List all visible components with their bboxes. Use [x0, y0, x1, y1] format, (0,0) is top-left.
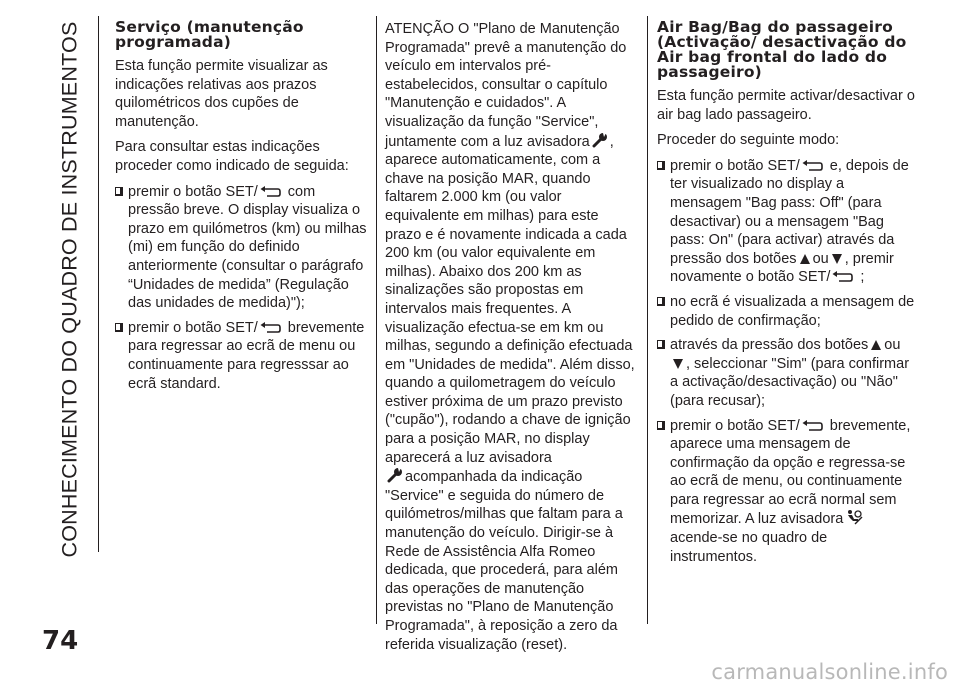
list-item: premir o botão SET/ com pressão breve. O display visualiza o prazo em quilómetros (km) ou milhas (mi) em função do definido anteriormente (consultar o parágrafo “Unidades de medida” (Regulação das unidades de medida)"); [115, 183, 367, 313]
column-airbag [657, 20, 917, 572]
up-triangle-icon [799, 253, 811, 265]
set-return-arrow-icon [260, 186, 282, 198]
checkbox-bullet-icon [657, 161, 665, 170]
page-number: 74 [42, 626, 79, 656]
set-return-arrow-icon [260, 322, 282, 334]
checkbox-bullet-icon [115, 187, 123, 196]
set-return-arrow-icon [802, 160, 824, 172]
list-item: através da pressão dos botões ou , seleccionar "Sim" (para confirmar a activação/desactivação) ou "Não" (para recusar); [657, 336, 917, 410]
attention-paragraph: ATENÇÃO O "Plano de Manutenção Programada" prevê a manutenção do veículo em intervalos pré-estabelecidos, consultar o capítulo "Manutenção e cuidados". A visualização da função "Service", juntamente com a luz avisadora , aparece automaticamente, com a chave na posição MAR, quando faltarem 2.000 km (ou valor equivalente em milhas) para este prazo e é novamente indicada a cada 200 km (ou valor equivalente em milhas). Abaixo dos 200 km as sinalizações são propostas em intervalos mais frequentes. A visualização efectua-se em km ou milhas, segundo a definição efectuada em "Unidades de medida". Além disso, quando a quilometragem do veículo estiver próxima de um prazo previsto ("cupão"), rodando a chave de ignição para a posição MAR, no display aparecerá a luz avisadora acompanhada da indicação "Service" e seguida do número de quilómetros/milhas que faltam para a manutenção do veículo. Dirigir-se à Rede de Assistência Alfa Romeo dedicada, que procederá, para além das operações de manutenção previstas no "Plano de Manutenção Programada", à reposição a zero da referida visualização (reset). [385, 21, 635, 653]
service-heading: Serviço (manutenção programada) [115, 18, 304, 51]
watermark: carmanualsonline.info [711, 660, 948, 684]
column-divider-1 [376, 16, 377, 624]
down-triangle-icon [831, 253, 843, 265]
down-triangle-icon [672, 358, 684, 370]
service-instructions-intro: Para consultar estas indicações proceder como indicado de seguida: [115, 139, 349, 174]
service-intro: Esta função permite visualizar as indicações relativas aos prazos quilométricos dos cupões de manutenção. [115, 58, 328, 130]
checkbox-bullet-icon [657, 340, 665, 349]
set-return-arrow-icon [802, 420, 824, 432]
wrench-icon [592, 132, 608, 148]
wrench-icon [387, 467, 403, 483]
column-service [115, 20, 367, 399]
side-section-title: CONHECIMENTO DO QUADRO DE INSTRUMENTOS [57, 21, 82, 557]
set-return-arrow-icon [832, 271, 854, 283]
list-item: no ecrã é visualizada a mensagem de pedido de confirmação; [657, 293, 917, 330]
checkbox-bullet-icon [657, 421, 665, 430]
list-item: premir o botão SET/ e, depois de ter visualizado no display a mensagem "Bag pass: Off" (para desactivar) ou a mensagem "Bag pass: On" (para activar) através da pressão dos botões ou , premir novamente o botão SET/ ; [657, 157, 917, 287]
list-item: premir o botão SET/ brevemente para regressar ao ecrã de menu ou continuamente para regresssar ao ecrã standard. [115, 319, 367, 393]
column-service-attention [385, 20, 638, 661]
side-rule [98, 16, 99, 552]
up-triangle-icon [870, 339, 882, 351]
list-item: premir o botão SET/ brevemente, aparece uma mensagem de confirmação da opção e regressa-se ao ecrã de menu, ou continuamente para regressar ao ecrã normal sem memorizar. A luz avisadoraacende-se no quadro de instrumentos. [657, 417, 917, 567]
airbag-instructions-intro: Proceder do seguinte modo: [657, 132, 840, 149]
checkbox-bullet-icon [657, 297, 665, 306]
airbag-heading: Air Bag/Bag do passageiro (Activação/ desactivação do Air bag frontal do lado do passageiro) [657, 18, 907, 81]
passenger-airbag-off-icon [845, 509, 863, 525]
airbag-intro: Esta função permite activar/desactivar o air bag lado passageiro. [657, 88, 915, 123]
checkbox-bullet-icon [115, 323, 123, 332]
column-divider-2 [647, 16, 648, 624]
